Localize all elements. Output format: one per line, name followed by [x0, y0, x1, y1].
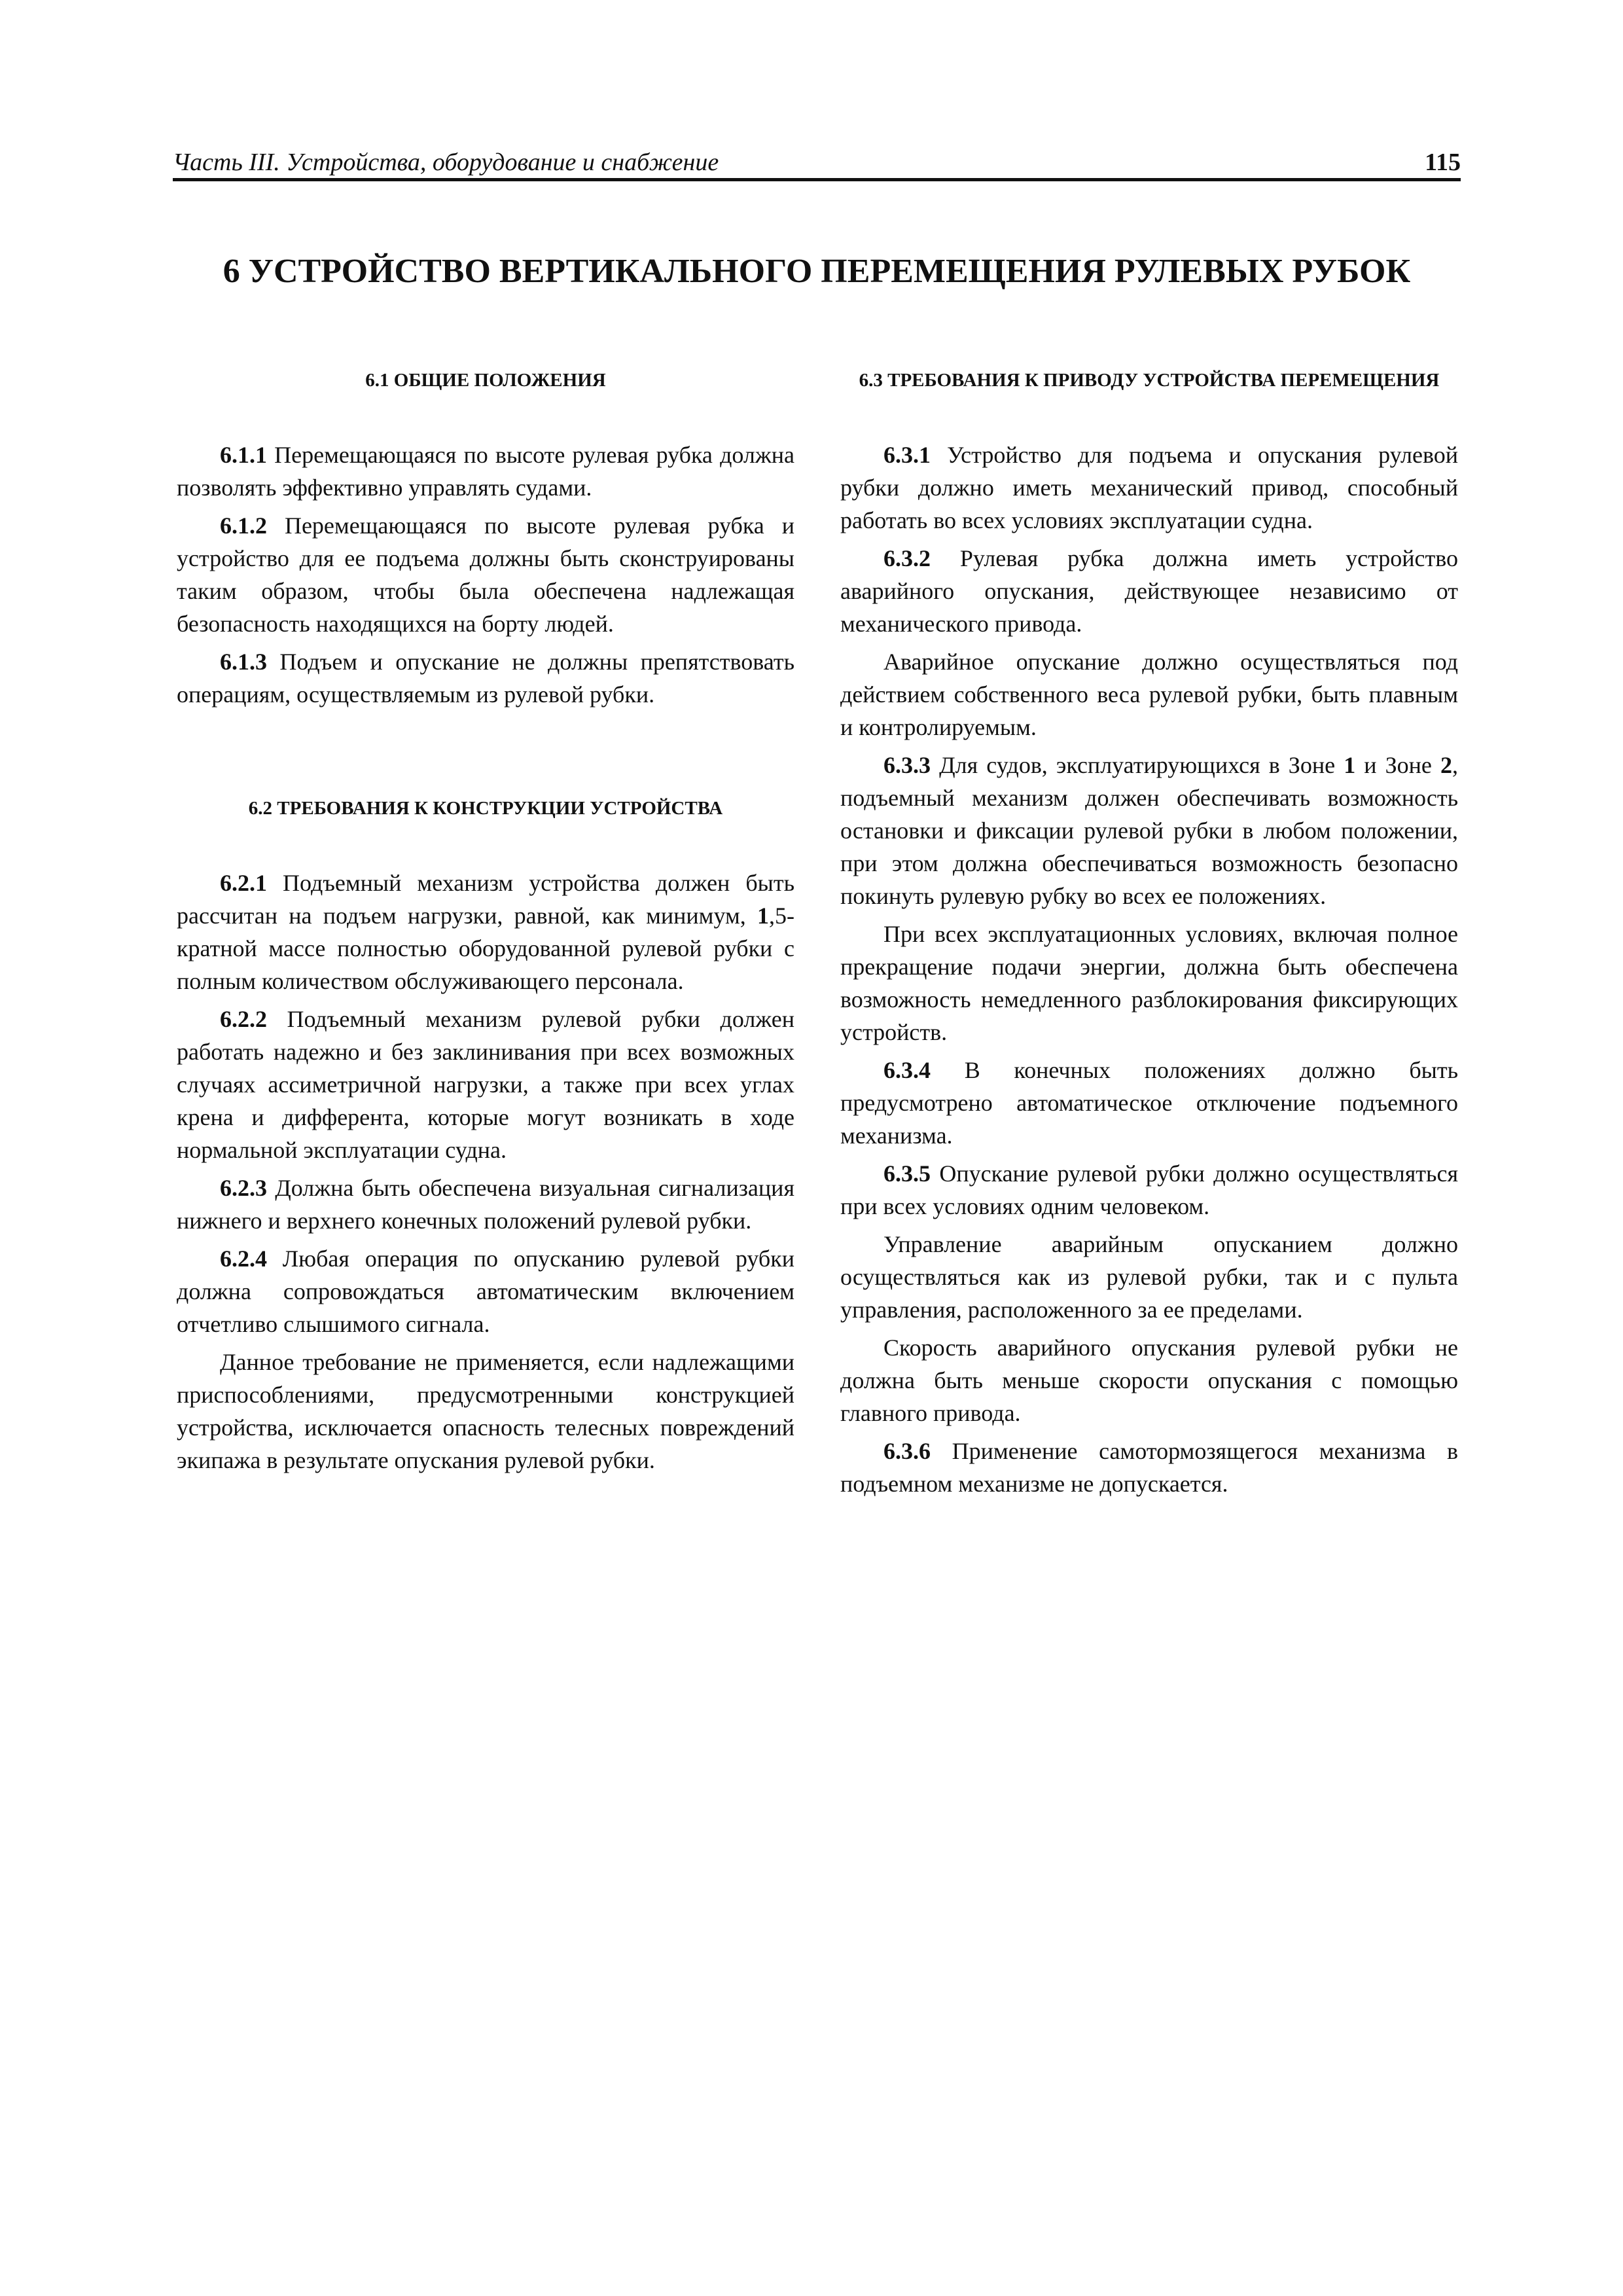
clause-text: Данное требование не применяется, если надлежащими приспособлениями, предусмотренными конструкцией устройства, исключается опасность телесных повреждений экипажа в результате опускания рулевой рубки.: [177, 1349, 794, 1473]
clause-number: 6.2.3: [220, 1175, 267, 1201]
paragraph-6-2-3: [177, 1172, 794, 1237]
paragraph-6-3-2-note: [840, 645, 1458, 744]
section-heading-6-1: 6.1 ОБЩИЕ ПОЛОЖЕНИЯ: [365, 370, 606, 391]
paragraph-6-2-4: [177, 1242, 794, 1340]
clause-number: 6.1.2: [220, 512, 267, 539]
left-column: [177, 367, 794, 1482]
clause-text: Подъемный механизм рулевой рубки должен работать надежно и без заклинивания при всех возможных случаях ассиметричной нагрузки, а также при всех углах крена и дифферента, которые могут возникать в ходе нормальной эксплуатации судна.: [177, 1006, 794, 1163]
paragraph-6-3-5: [840, 1157, 1458, 1223]
paragraph-6-2-2: [177, 1003, 794, 1166]
clause-text: В конечных положениях должно быть предусмотрено автоматическое отключение подъемного механизма.: [840, 1057, 1458, 1149]
paragraph-6-3-1: [840, 439, 1458, 537]
paragraph-6-1-1: [177, 439, 794, 504]
paragraph-6-2-4-note: [177, 1346, 794, 1477]
clause-text: ,5-кратной массе полностью оборудованной рулевой рубки с полным количеством обслуживающего персонала.: [177, 903, 794, 994]
clause-text: Аварийное опускание должно осуществляться под действием собственного веса рулевой рубки, быть плавным и контролируемым.: [840, 649, 1458, 740]
paragraph-6-1-3: [177, 645, 794, 711]
clause-number: 6.3.4: [883, 1057, 931, 1083]
clause-text: Устройство для подъема и опускания рулевой рубки должно иметь механический привод, способный работать во всех условиях эксплуатации судна.: [840, 442, 1458, 533]
paragraph-6-3-6: [840, 1435, 1458, 1500]
clause-text: Перемещающаяся по высоте рулевая рубка и устройство для ее подъема должны быть сконструированы таким образом, чтобы была обеспечена надлежащая безопасность находящихся на борту людей.: [177, 512, 794, 637]
running-header: [173, 145, 1461, 179]
paragraph-6-3-2: [840, 542, 1458, 640]
section-heading-6-2: 6.2 ТРЕБОВАНИЯ К КОНСТРУКЦИИ УСТРОЙСТВА: [248, 798, 723, 819]
clause-number: 6.3.2: [883, 545, 931, 571]
clause-number: 6.3.1: [883, 442, 931, 468]
clause-text: Подъемный механизм устройства должен быть рассчитан на подъем нагрузки, равной, как минимум,: [177, 870, 794, 929]
section-heading-6-3: 6.3 ТРЕБОВАНИЯ К ПРИВОДУ УСТРОЙСТВА ПЕРЕМЕЩЕНИЯ: [859, 370, 1440, 391]
clause-number: 6.3.5: [883, 1160, 931, 1187]
clause-text: , подъемный механизм должен обеспечивать возможность остановки и фиксации рулевой рубки в любом положении, при этом должна обеспечиваться возможность безопасно покинуть рулевую рубку во всех ее положениях.: [840, 752, 1459, 909]
clause-text: При всех эксплуатационных условиях, включая полное прекращение подачи энергии, должна быть обеспечена возможность немедленного разблокирования фиксирующих устройств.: [840, 921, 1458, 1045]
clause-text: Управление аварийным опусканием должно осуществляться как из рулевой рубки, так и с пульта управления, расположенного за ее пределами.: [840, 1231, 1458, 1323]
clause-number: 6.3.6: [883, 1438, 931, 1464]
paragraph-6-2-1: [177, 867, 794, 997]
chapter-title: 6 УСТРОЙСТВО ВЕРТИКАЛЬНОГО ПЕРЕМЕЩЕНИЯ РУЛЕВЫХ РУБОК: [223, 253, 1411, 290]
clause-number: 6.1.3: [220, 649, 267, 675]
clause-text: и Зоне: [1355, 752, 1441, 778]
clause-text: Применение самотормозящегося механизма в подъемном механизме не допускается.: [840, 1438, 1458, 1497]
clause-text: Рулевая рубка должна иметь устройство аварийного опускания, действующее независимо от механического привода.: [840, 545, 1458, 637]
paragraph-6-3-5-note-2: [840, 1331, 1458, 1429]
paragraph-6-3-3: [840, 749, 1458, 912]
paragraph-6-1-2: [177, 509, 794, 640]
clause-number: 6.1.1: [220, 442, 267, 468]
paragraph-6-3-3-note: [840, 918, 1458, 1049]
clause-number: 6.2.2: [220, 1006, 267, 1032]
clause-number: 6.2.4: [220, 1246, 267, 1272]
clause-text: Перемещающаяся по высоте рулевая рубка должна позволять эффективно управлять судами.: [177, 442, 794, 501]
clause-number: 6.3.3: [883, 752, 931, 778]
header-rule: [173, 178, 1461, 181]
paragraph-6-3-4: [840, 1054, 1458, 1152]
clause-number: 6.2.1: [220, 870, 267, 896]
page-number: 115: [1425, 149, 1461, 176]
emphasis-number: 1: [757, 903, 769, 929]
clause-text: Опускание рулевой рубки должно осуществляться при всех условиях одним человеком.: [840, 1160, 1458, 1219]
running-title: Часть III. Устройства, оборудование и снабжение: [173, 149, 719, 176]
clause-text: Должна быть обеспечена визуальная сигнализация нижнего и верхнего конечных положений рулевой рубки.: [177, 1175, 794, 1234]
clause-text: Для судов, эксплуатирующихся в Зоне: [931, 752, 1344, 778]
zone-number: 1: [1344, 752, 1356, 778]
clause-text: Подъем и опускание не должны препятствовать операциям, осуществляемым из рулевой рубки.: [177, 649, 794, 708]
zone-number: 2: [1440, 752, 1453, 778]
right-column: [840, 367, 1458, 1505]
clause-text: Любая операция по опусканию рулевой рубки должна сопровождаться автоматическим включением отчетливо слышимого сигнала.: [177, 1246, 794, 1337]
paragraph-6-3-5-note-1: [840, 1228, 1458, 1326]
clause-text: Скорость аварийного опускания рулевой рубки не должна быть меньше скорости опускания с помощью главного привода.: [840, 1335, 1458, 1426]
